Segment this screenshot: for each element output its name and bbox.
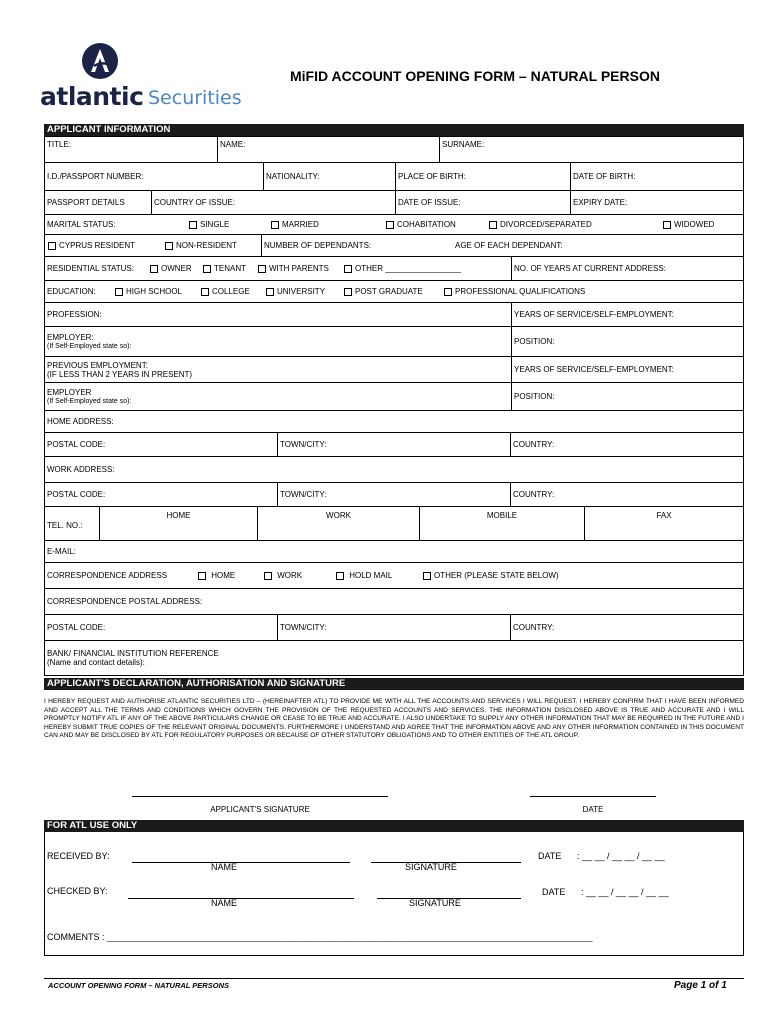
bank-reference-note: (Name and contact details): — [47, 658, 145, 667]
row-telephone — [45, 507, 743, 541]
residential-status-label: RESIDENTIAL STATUS: — [47, 264, 134, 273]
previous-employment-field[interactable] — [45, 357, 511, 382]
option-label: HOLD MAIL — [349, 571, 393, 580]
years-of-service-field[interactable]: YEARS OF SERVICE/SELF-EMPLOYMENT: — [511, 303, 743, 326]
checkbox-icon[interactable] — [336, 572, 344, 580]
residential-parents-option[interactable] — [258, 257, 329, 280]
correspondence-address-label: CORRESPONDENCE ADDRESS — [47, 571, 168, 580]
option-label: OWNER — [161, 264, 192, 273]
option-label: TENANT — [214, 264, 246, 273]
row-bank-reference — [45, 641, 743, 675]
correspondence-other-option[interactable] — [423, 563, 559, 588]
checkbox-icon[interactable] — [663, 221, 671, 229]
checkbox-icon[interactable] — [258, 265, 266, 273]
row-work-postal — [45, 483, 743, 507]
row-correspondence-postal — [45, 589, 743, 615]
row-employer — [45, 327, 743, 357]
surname-field[interactable]: SURNAME: — [439, 137, 743, 162]
non-resident-option[interactable] — [165, 235, 237, 256]
row-home-address — [45, 411, 743, 433]
checked-by-label: CHECKED BY: — [47, 886, 108, 896]
tel-label: TEL. NO.: — [47, 521, 83, 530]
declaration-date-line[interactable] — [530, 796, 656, 797]
checkbox-icon[interactable] — [150, 265, 158, 273]
checkbox-icon[interactable] — [165, 242, 173, 250]
education-highschool-option[interactable] — [115, 281, 182, 302]
logo-securities: Securities — [148, 87, 242, 109]
date-of-issue-field[interactable]: DATE OF ISSUE: — [395, 191, 570, 214]
footer-form-name: ACCOUNT OPENING FORM – NATURAL PERSONS — [48, 981, 229, 990]
option-label: CYPRUS RESIDENT — [59, 241, 136, 250]
atl-use-header: FOR ATL USE ONLY — [44, 820, 744, 832]
row-home-postal — [45, 433, 743, 457]
option-label: PROFESSIONAL QUALIFICATIONS — [455, 287, 586, 296]
home-address-field[interactable]: HOME ADDRESS: — [47, 417, 114, 426]
footer-page-number: Page 1 of 1 — [674, 980, 727, 991]
education-professional-option[interactable] — [444, 281, 585, 302]
row-previous-employment — [45, 357, 743, 383]
date-of-birth-field[interactable]: DATE OF BIRTH: — [570, 163, 743, 190]
marital-status-label: MARITAL STATUS: — [47, 220, 116, 229]
checkbox-icon[interactable] — [489, 221, 497, 229]
previous-position-field[interactable]: POSITION: — [511, 383, 743, 410]
work-address-field[interactable]: WORK ADDRESS: — [47, 465, 115, 474]
checkbox-icon[interactable] — [189, 221, 197, 229]
residential-other-option[interactable] — [344, 257, 461, 280]
employer-note: (If Self-Employed state so): — [47, 342, 132, 350]
declaration-date-label: DATE — [582, 805, 604, 814]
row-previous-employer — [45, 383, 743, 411]
row-education — [45, 281, 743, 303]
row-email — [45, 541, 743, 563]
row-residency — [45, 235, 743, 257]
correspondence-postal-code-field[interactable]: POSTAL CODE: — [47, 623, 106, 632]
education-college-option[interactable] — [201, 281, 250, 302]
received-date-label: DATE — [538, 851, 562, 861]
years-at-address-field[interactable]: NO. OF YEARS AT CURRENT ADDRESS: — [511, 257, 743, 280]
previous-employer-note: (If Self-Employed state so): — [47, 397, 132, 405]
checkbox-icon[interactable] — [423, 572, 431, 580]
place-of-birth-field[interactable]: PLACE OF BIRTH: — [395, 163, 570, 190]
correspondence-home-option[interactable] — [198, 563, 235, 588]
expiry-date-field[interactable]: EXPIRY DATE: — [570, 191, 743, 214]
checkbox-icon[interactable] — [115, 288, 123, 296]
option-label: DIVORCED/SEPARATED — [500, 220, 592, 229]
option-label: COLLEGE — [212, 287, 250, 296]
option-label: WITH PARENTS — [269, 264, 329, 273]
checkbox-icon[interactable] — [344, 265, 352, 273]
position-field[interactable]: POSITION: — [511, 327, 743, 356]
checked-date-label: DATE — [542, 887, 566, 897]
correspondence-town-field[interactable]: TOWN/CITY: — [277, 615, 510, 640]
row-correspondence-postal-code — [45, 615, 743, 641]
employer-label: EMPLOYER: — [47, 332, 94, 342]
option-label: OTHER (PLEASE STATE BELOW) — [434, 571, 559, 580]
passport-details-label: PASSPORT DETAILS — [47, 198, 125, 207]
tel-mobile-field[interactable]: MOBILE — [419, 507, 584, 540]
received-by-label: RECEIVED BY: — [47, 851, 110, 861]
checkbox-icon[interactable] — [201, 288, 209, 296]
work-postal-code-field[interactable]: POSTAL CODE: — [47, 490, 106, 499]
row-passport — [45, 191, 743, 215]
education-postgraduate-option[interactable] — [344, 281, 423, 302]
tel-home-field[interactable]: HOME — [99, 507, 257, 540]
email-field[interactable]: E-MAIL: — [47, 547, 76, 556]
row-profession — [45, 303, 743, 327]
row-work-address — [45, 457, 743, 483]
country-of-issue-field[interactable]: COUNTRY OF ISSUE: — [151, 191, 395, 214]
option-label: WIDOWED — [674, 220, 715, 229]
page-title: MiFID ACCOUNT OPENING FORM – NATURAL PERSON — [290, 68, 660, 84]
checkbox-icon[interactable] — [266, 288, 274, 296]
checkbox-icon[interactable] — [344, 288, 352, 296]
marital-widowed-option[interactable] — [663, 215, 714, 234]
row-title-name — [45, 137, 743, 163]
work-town-field[interactable]: TOWN/CITY: — [277, 483, 510, 506]
checkbox-icon[interactable] — [198, 572, 206, 580]
checked-by-name-line[interactable] — [128, 898, 354, 899]
option-label: OTHER _________________ — [355, 264, 461, 273]
work-country-field[interactable]: COUNTRY: — [510, 483, 743, 506]
received-date-field[interactable]: : __ __ / __ __ / __ __ — [577, 851, 665, 861]
correspondence-country-field[interactable]: COUNTRY: — [510, 615, 743, 640]
tel-work-field[interactable]: WORK — [257, 507, 419, 540]
received-by-name-line[interactable] — [132, 862, 350, 863]
received-by-name-label: NAME — [211, 862, 238, 872]
option-label: MARRIED — [282, 220, 319, 229]
checkbox-icon[interactable] — [48, 242, 56, 250]
checkbox-icon[interactable] — [444, 288, 452, 296]
previous-employment-note: (IF LESS THAN 2 YEARS IN PRESENT) — [47, 369, 193, 379]
nationality-field[interactable]: NATIONALITY: — [263, 163, 395, 190]
row-id — [45, 163, 743, 191]
bank-reference-label: BANK/ FINANCIAL INSTITUTION REFERENCE — [47, 649, 219, 658]
correspondence-work-option[interactable] — [264, 563, 302, 588]
option-label: UNIVERSITY — [277, 287, 326, 296]
checked-by-name-label: NAME — [211, 898, 238, 908]
marital-cohabitation-option[interactable] — [386, 215, 456, 234]
previous-employer-label: EMPLOYER — [47, 387, 92, 397]
atl-use-box — [44, 832, 744, 956]
checkbox-icon[interactable] — [271, 221, 279, 229]
option-label: POST GRADUATE — [355, 287, 423, 296]
previous-employment-label: PREVIOUS EMPLOYMENT: — [47, 360, 148, 370]
residential-tenant-option[interactable] — [203, 257, 246, 280]
row-residential-status — [45, 257, 743, 281]
declaration-header: APPLICANT'S DECLARATION, AUTHORISATION AND SIGNATURE — [44, 678, 744, 690]
title-field[interactable]: TITLE: — [47, 140, 72, 149]
option-label: WORK — [277, 571, 303, 580]
home-postal-code-field[interactable]: POSTAL CODE: — [47, 440, 106, 449]
name-field[interactable]: NAME: — [217, 137, 439, 162]
education-label: EDUCATION: — [47, 287, 96, 296]
previous-employer-field[interactable] — [45, 383, 511, 410]
marital-married-option[interactable] — [271, 215, 319, 234]
correspondence-holdmail-option[interactable] — [336, 563, 392, 588]
option-label: HIGH SCHOOL — [126, 287, 183, 296]
applicant-info-header: APPLICANT INFORMATION — [44, 124, 744, 136]
marital-single-option[interactable] — [189, 215, 229, 234]
education-university-option[interactable] — [266, 281, 325, 302]
checkbox-icon[interactable] — [203, 265, 211, 273]
option-label: NON-RESIDENT — [176, 241, 237, 250]
tel-fax-field[interactable]: FAX — [584, 507, 743, 540]
residential-owner-option[interactable] — [150, 257, 192, 280]
option-label: HOME — [211, 571, 236, 580]
atlantic-logo — [40, 42, 250, 112]
cyprus-resident-option[interactable] — [48, 235, 135, 256]
home-town-field[interactable]: TOWN/CITY: — [277, 433, 510, 456]
home-country-field[interactable]: COUNTRY: — [510, 433, 743, 456]
logo-wordmark: atlantic — [40, 82, 144, 111]
applicant-info-table — [44, 136, 744, 676]
number-of-dependants-field[interactable]: NUMBER OF DEPENDANTS: — [261, 235, 451, 256]
option-label: COHABITATION — [397, 220, 456, 229]
years-of-service-field-2[interactable]: YEARS OF SERVICE/SELF-EMPLOYMENT: — [511, 357, 743, 382]
row-correspondence — [45, 563, 743, 589]
comments-field[interactable]: COMMENTS : _________________________________________________________________________________________________ — [47, 932, 593, 942]
declaration-text: I HEREBY REQUEST AND AUTHORISE ATLANTIC SECURITIES LTD – (HEREINAFTER ATL) TO PROVIDE ME WITH ALL THE ACCOUNTS AND SERVICES I WILL REQUEST. I HEREBY CONFIRM THAT I HAVE BEEN INFORMED AND ACCEPT ALL THE TERMS AND CONDITIONS WHICH GOVERN THE PROVISION OF THE REQUESTED ACCOUNTS AND SERVICES. THE INFORMATION DISCLOSED ABOVE IS TRUE AND ACCURATE AND I WILL PROMPTLY NOTIFY ATL IF ANY OF THE ABOVE PARTICULARS CHANGE OR CEASE TO BE TRUE AND ACCURATE. I ALSO UNDERTAKE TO SUPPLY ANY OTHER INFORMATION THAT MAY BE REQUIRED IN THE FUTURE AND I HEREBY SUBMIT TRUE COPIES OF THE RELEVANT ORIGINAL DOCUMENTS. FURTHERMORE I UNDERSTAND AND AGREE THAT THE INFORMATION ABOVE AND ANY OTHER INFORMATION CONTAINED IN THIS DOCUMENT CAN AND MAY BE DISCLOSED BY ATL FOR REGULATORY PURPOSES OR BECAUSE OF OTHER STATUTORY OBLIGATIONS AND TO OTHER ENTITIES OF THE ATL GROUP. — [44, 698, 744, 740]
profession-field[interactable]: PROFESSION: — [47, 310, 102, 319]
checkbox-icon[interactable] — [386, 221, 394, 229]
applicant-signature-line[interactable] — [132, 796, 388, 797]
atlantic-logo-icon — [81, 42, 119, 80]
marital-divorced-option[interactable] — [489, 215, 592, 234]
row-marital — [45, 215, 743, 235]
id-passport-field[interactable]: I.D./PASSPORT NUMBER: — [47, 172, 144, 181]
option-label: SINGLE — [200, 220, 230, 229]
checkbox-icon[interactable] — [264, 572, 272, 580]
received-by-signature-label: SIGNATURE — [405, 862, 457, 872]
correspondence-postal-address-field[interactable]: CORRESPONDENCE POSTAL ADDRESS: — [47, 597, 203, 606]
bank-reference-field[interactable] — [45, 641, 743, 675]
footer-divider — [44, 978, 744, 979]
employer-field[interactable] — [45, 327, 511, 356]
checked-date-field[interactable]: : __ __ / __ __ / __ __ — [581, 887, 669, 897]
age-of-dependants-field[interactable]: AGE OF EACH DEPENDANT: — [455, 241, 563, 250]
applicant-signature-label: APPLICANT'S SIGNATURE — [210, 805, 310, 814]
checked-by-signature-label: SIGNATURE — [409, 898, 461, 908]
